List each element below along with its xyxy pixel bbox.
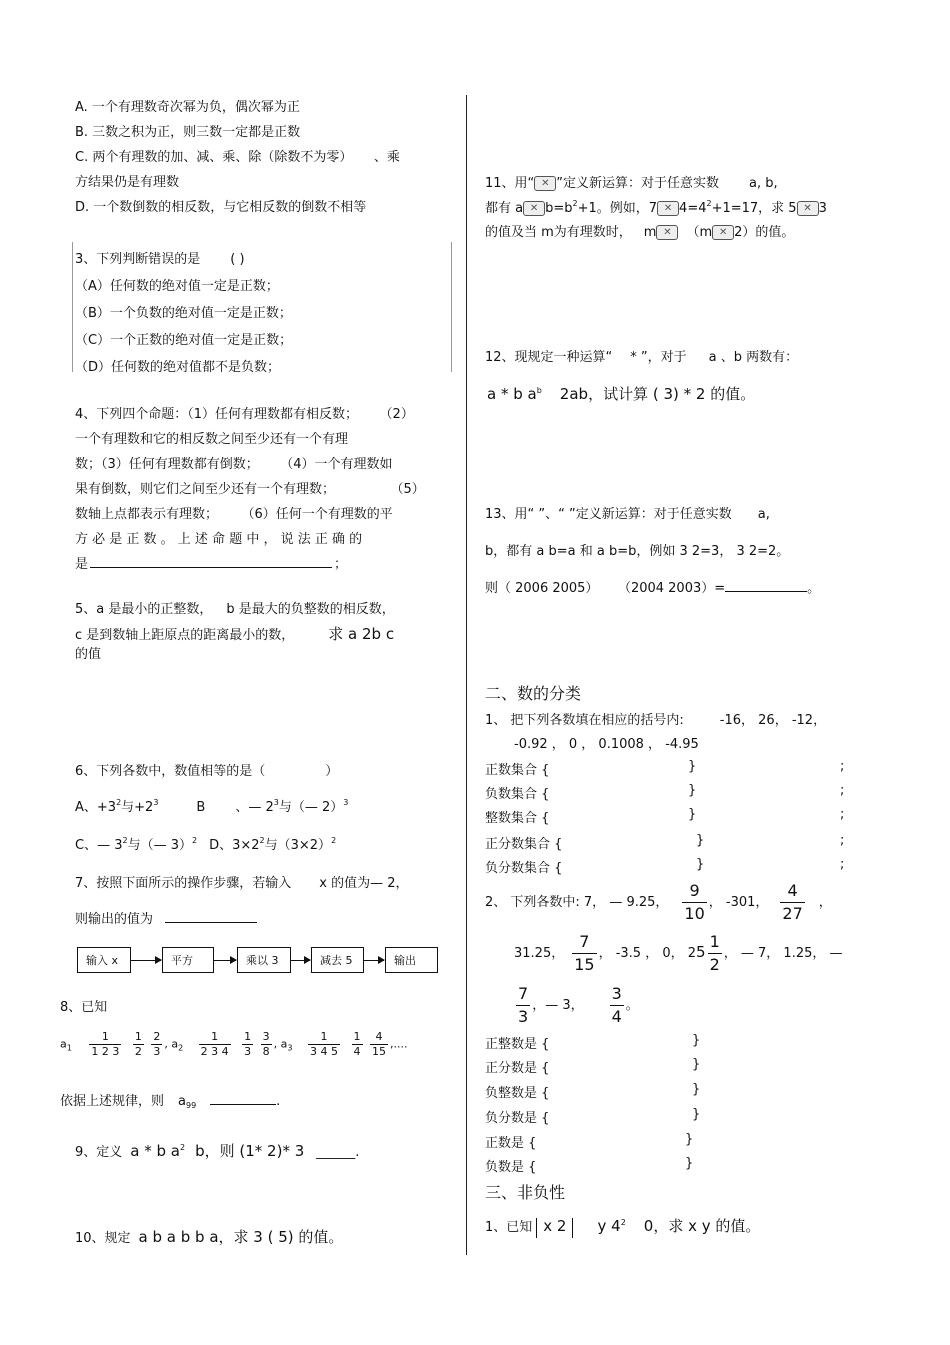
set2-negative-close: } bbox=[685, 1156, 694, 1171]
q5-line-3: 的值 bbox=[75, 647, 102, 662]
set-integer: 整数集合 { bbox=[485, 811, 550, 826]
c2-frac-1-2: $\frac{1}{2}$ bbox=[709, 932, 720, 974]
q12-formula: a * b $a^b$ 2ab，试计算 ( 3) * 2 的值。 bbox=[487, 385, 756, 403]
c1-line-2: -0.92 ， 0 ， 0.1008 ， -4.95 bbox=[514, 737, 699, 752]
custom-operator-icon: ✕ bbox=[657, 201, 679, 216]
q4-line-4: 果有倒数，则它们之间至少还有一个有理数； （5） bbox=[75, 482, 425, 497]
c2-frac-7-3: $\frac{7}{3}$ bbox=[518, 984, 529, 1026]
c2-row-2: 31.25， $\frac{7}{15}$ ， -3.5 ， 0， 25 $\frac{1}{2}$ ， — 7， 1.25， — bbox=[514, 932, 843, 974]
set2-negative-fraction: 负分数是 { bbox=[485, 1111, 550, 1126]
set-positive: 正数集合 { bbox=[485, 763, 550, 778]
custom-operator-icon: ✕ bbox=[797, 201, 819, 216]
flow-arrow-1 bbox=[131, 960, 161, 961]
q4-line-6: 方 必 是 正 数 。 上 述 命 题 中 ， 说 法 正 确 的 bbox=[75, 532, 363, 547]
q3-option-b: （B）一个负数的绝对值一定是正数； bbox=[75, 306, 292, 321]
custom-operator-icon: ✕ bbox=[712, 225, 734, 240]
q8-frac-1: $\frac{1}{1 2 3}$ bbox=[91, 1030, 120, 1058]
q7-line-2: 则输出的值为 bbox=[75, 908, 257, 927]
flow-square-box: 平方 bbox=[162, 947, 214, 973]
q4-line-5: 数轴上点都表示有理数； （6）任何一个有理数的平 bbox=[75, 507, 393, 522]
q4-line-7: 是 ； bbox=[75, 557, 348, 572]
c2-row-3: $\frac{7}{3}$ ，— 3， $\frac{3}{4}$ 。 bbox=[518, 984, 639, 1026]
q8-frac-8: $\frac{1}{4}$ bbox=[353, 1030, 361, 1058]
q12-line-1: 12、现规定一种运算“ * ”，对于 a 、b 两数有： bbox=[485, 350, 799, 365]
q2-option-b: B. 三数之积为正，则三数一定都是正数 bbox=[75, 125, 301, 140]
c2-frac-7-15: $\frac{7}{15}$ bbox=[574, 932, 595, 974]
set-positive-fraction: 正分数集合 { bbox=[485, 837, 563, 852]
flow-output-box: 输出 bbox=[385, 947, 438, 973]
q3-option-a: （A）任何数的绝对值一定是正数； bbox=[75, 279, 279, 294]
flow-minus-5-box: 减去 5 bbox=[311, 947, 364, 973]
set-positive-integer-close: } bbox=[692, 1033, 701, 1048]
custom-operator-icon: ✕ bbox=[534, 176, 556, 191]
custom-operator-icon: ✕ bbox=[656, 225, 678, 240]
set-negative-fraction-close: } bbox=[696, 857, 705, 872]
q8-frac-9: $\frac{4}{15}$ bbox=[372, 1030, 386, 1058]
set2-positive-close: } bbox=[685, 1132, 694, 1147]
c2-frac-4-27: $\frac{4}{27}$ bbox=[782, 881, 803, 923]
set-positive-fraction-semi: ; bbox=[840, 833, 845, 848]
set-negative-integer: 负整数是 { bbox=[485, 1086, 550, 1101]
abs-bar-right bbox=[572, 1218, 573, 1238]
q13-line-1: 13、用“ ”、“ ”定义新运算：对于任意实数 a, bbox=[485, 507, 770, 522]
section-2-heading: 二、数的分类 bbox=[485, 684, 582, 703]
set2-positive: 正数是 { bbox=[485, 1136, 537, 1151]
q11-line-3: 的值及当 m为有理数时， m ✕ （m ✕ 2）的值。 bbox=[485, 225, 795, 240]
q5-line-2: c 是到数轴上距原点的距离最小的数， 求 a 2b c bbox=[75, 625, 395, 643]
q2-option-c-cont: 方结果仍是有理数 bbox=[75, 175, 180, 190]
set-integer-semi: ; bbox=[840, 807, 845, 822]
q3-option-c: （C）一个正数的绝对值一定是正数； bbox=[75, 333, 293, 348]
n1-question: 1、已知 x 2 y $4^2$ 0，求 x y 的值。 bbox=[485, 1215, 760, 1238]
set2-positive-fraction: 正分数是 { bbox=[485, 1061, 550, 1076]
flow-arrow-4 bbox=[364, 960, 384, 961]
q2-option-a: A. 一个有理数奇次幂为负，偶次幂为正 bbox=[75, 100, 300, 115]
set-negative-semi: ; bbox=[840, 783, 845, 798]
q8-answer-blank[interactable] bbox=[210, 1092, 276, 1105]
q8-sequence: $a_1$ $\frac{1}{1 2 3}$ $\frac{1}{2}$ $\frac{2}{3}$ , $a_2$ $\frac{1}{2 3 4}$ $\frac{1}{3}$ $\frac{3}{8}$ , $a_3$ $\frac{1}{3 4 5}$ $\frac{1}{4}$ $\frac{4}{15}$ ,.... bbox=[60, 1030, 408, 1058]
q8-frac-7: $\frac{1}{3 4 5}$ bbox=[310, 1030, 338, 1058]
c2-frac-3-4: $\frac{3}{4}$ bbox=[611, 984, 622, 1026]
q6-stem: 6、下列各数中，数值相等的是（ ） bbox=[75, 764, 339, 779]
q11-line-2: 都有 a ✕ $b=b^2+1$。例如，7 ✕ $4=4^2+1=17$，求 5 ✕ 3 bbox=[485, 199, 827, 216]
q8-stem: 8、已知 bbox=[60, 1000, 108, 1015]
set-positive-close: } bbox=[688, 759, 697, 774]
set-negative: 负数集合 { bbox=[485, 787, 550, 802]
set2-positive-fraction-close: } bbox=[692, 1057, 701, 1072]
q4-line-2: 一个有理数和它的相反数之间至少还有一个有理 bbox=[75, 432, 349, 447]
q11-line-1: 11、用“ ✕ ”定义新运算：对于任意实数 a, b, bbox=[485, 176, 778, 191]
q6-row-ab: A、$+3^2$与$+2^3$ B 、— $2^3$与（— 2）$^3$ bbox=[75, 798, 349, 815]
section-3-heading: 三、非负性 bbox=[485, 1183, 566, 1202]
flow-arrow-3 bbox=[291, 960, 310, 961]
q7-line-1: 7、按照下面所示的操作步骤，若输入 x 的值为— 2， bbox=[75, 876, 409, 891]
q8-frac-5: $\frac{1}{3}$ bbox=[244, 1030, 252, 1058]
set-positive-semi: ; bbox=[840, 759, 845, 774]
flow-times-3-box: 乘以 3 bbox=[237, 947, 291, 973]
set-negative-fraction: 负分数集合 { bbox=[485, 861, 563, 876]
q4-line-3: 数；（3）任何有理数都有倒数； （4）一个有理数如 bbox=[75, 457, 393, 472]
q8-frac-3: $\frac{2}{3}$ bbox=[153, 1030, 161, 1058]
set2-negative-fraction-close: } bbox=[692, 1107, 701, 1122]
q7-answer-blank[interactable] bbox=[165, 910, 257, 923]
q2-option-d: D. 一个数倒数的相反数，与它相反数的倒数不相等 bbox=[75, 200, 367, 215]
abs-bar-left bbox=[536, 1218, 537, 1238]
set-negative-close: } bbox=[688, 783, 697, 798]
q5-line-1: 5、a 是最小的正整数， b 是最大的负整数的相反数， bbox=[75, 602, 395, 617]
custom-operator-icon: ✕ bbox=[523, 201, 545, 216]
q6-row-cd: C、— $3^2$与（— 3）$^2$ D、$3\times 2^2$与$(3\times 2)^2$ bbox=[75, 836, 337, 853]
q3-option-d: （D）任何数的绝对值都不是负数； bbox=[75, 360, 281, 375]
q13-answer-blank[interactable] bbox=[725, 579, 807, 592]
q4-answer-blank[interactable] bbox=[90, 555, 332, 568]
q8-frac-2: $\frac{1}{2}$ bbox=[134, 1030, 142, 1058]
c1-line-1: 1、 把下列各数填在相应的括号内: -16， 26， -12， bbox=[485, 713, 827, 728]
flow-arrow-2 bbox=[214, 960, 236, 961]
q8-frac-6: $\frac{3}{8}$ bbox=[262, 1030, 270, 1058]
q10: 10、规定 a b a b b a，求 3 ( 5) 的值。 bbox=[75, 1228, 344, 1246]
set-negative-fraction-semi: ; bbox=[840, 857, 845, 872]
column-divider bbox=[466, 95, 467, 1255]
set2-negative: 负数是 { bbox=[485, 1160, 537, 1175]
q9: 9、定义 a * b $a^2$ b，则 (1* 2)* 3 ______. bbox=[75, 1142, 360, 1160]
q2-option-c: C. 两个有理数的加、减、乘、除（除数不为零） 、乘 bbox=[75, 150, 400, 165]
q13-line-3: 则（ 2006 2005） （2004 2003）= 。 bbox=[485, 581, 821, 596]
set-negative-integer-close: } bbox=[692, 1082, 701, 1097]
q4-line-1: 4、下列四个命题：（1）任何有理数都有相反数； （2） bbox=[75, 407, 414, 422]
c2-row-1: 2、 下列各数中: 7， — 9.25， $\frac{9}{10}$ ， -301， $\frac{4}{27}$ ， bbox=[485, 881, 832, 923]
c2-frac-9-10: $\frac{9}{10}$ bbox=[684, 881, 705, 923]
q8-frac-4: $\frac{1}{2 3 4}$ bbox=[200, 1030, 229, 1058]
q3-stem: 3、下列判断错误的是 ( ) bbox=[75, 252, 245, 267]
set-integer-close: } bbox=[688, 807, 697, 822]
set-positive-fraction-close: } bbox=[696, 833, 705, 848]
flow-input-box: 输入 x bbox=[77, 947, 131, 973]
set-positive-integer: 正整数是 { bbox=[485, 1037, 550, 1052]
q13-line-2: b，都有 a b=a 和 a b=b，例如 3 2=3， 3 2=2。 bbox=[485, 544, 790, 559]
q8-law: 依据上述规律，则 $a_{99}$ . bbox=[60, 1094, 281, 1110]
